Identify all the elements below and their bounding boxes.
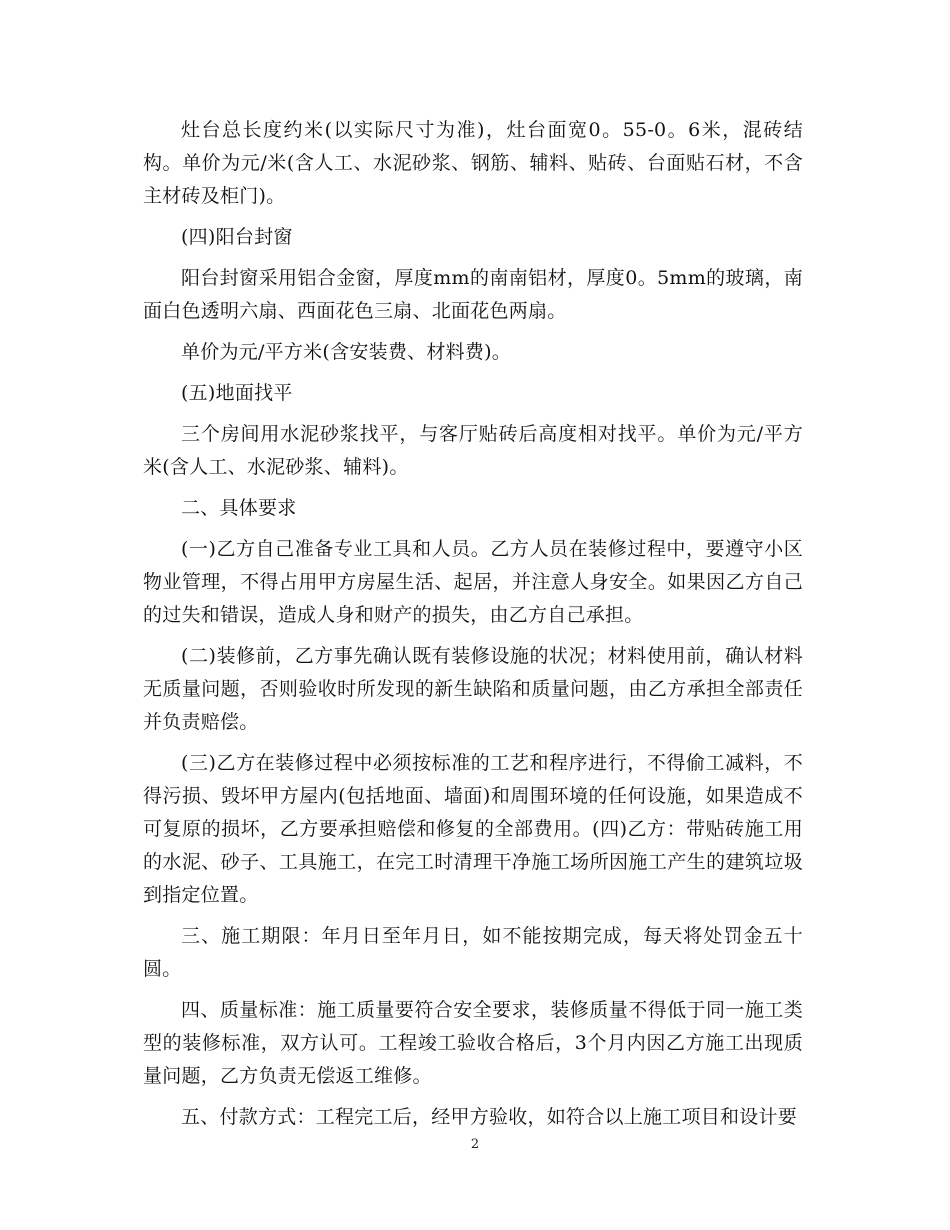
- paragraph-payment-method: 五、付款方式：工程完工后，经甲方验收，如符合以上施工项目和设计要: [181, 1106, 798, 1128]
- paragraph-balcony-price: 单价为元/平方米(含安装费、材料费)。: [181, 341, 511, 363]
- paragraph-requirement-3: (三)乙方在装修过程中必须按标准的工艺和程序进行，不得偷工减料，不得污损、毁坏甲方屋内(包括地面、墙面)和周围环境的任何设施，如果造成不可复原的损坏，乙方要承担赔偿和修复的全部费用。(四)乙方：带贴砖施工用的水泥、砂子、工具施工，在完工时清理干净施工场所因施工产生的建筑垃圾到指定位置。: [143, 752, 803, 906]
- document-body: [143, 114, 803, 1142]
- paragraph-construction-period: 三、施工期限：年月日至年月日，如不能按期完成，每天将处罚金五十圆。: [143, 925, 803, 980]
- paragraph-requirement-1: (一)乙方自己准备专业工具和人员。乙方人员在装修过程中，要遵守小区物业管理，不得占用甲方房屋生活、起居，并注意人身安全。如果因乙方自己的过失和错误，造成人身和财产的损失，由乙方自己承担。: [143, 538, 803, 626]
- paragraph-requirement-2: (二)装修前，乙方事先确认既有装修设施的状况；材料使用前，确认材料无质量问题，否则验收时所发现的新生缺陷和质量问题，由乙方承担全部责任并负责赔偿。: [143, 645, 803, 733]
- page-number: 2: [470, 1137, 480, 1152]
- paragraph-balcony-window: 阳台封窗采用铝合金窗，厚度mm的南南铝材，厚度0。5mm的玻璃，南面白色透明六扇、西面花色三扇、北面花色两扇。: [143, 267, 803, 322]
- paragraph-quality-standard: 四、质量标准：施工质量要符合安全要求，装修质量不得低于同一施工类型的装修标准，双方认可。工程竣工验收合格后，3个月内因乙方施工出现质量问题，乙方负责无偿返工维修。: [143, 999, 803, 1087]
- heading-floor-leveling: (五)地面找平: [181, 382, 293, 404]
- heading-specific-requirements: 二、具体要求: [181, 497, 297, 519]
- paragraph-floor-leveling: 三个房间用水泥砂浆找平，与客厅贴砖后高度相对找平。单价为元/平方米(含人工、水泥砂浆、辅料)。: [143, 423, 803, 478]
- paragraph-stove-spec: 灶台总长度约米(以实际尺寸为准)，灶台面宽0。55-0。6米，混砖结构。单价为元/米(含人工、水泥砂浆、钢筋、辅料、贴砖、台面贴石材，不含主材砖及柜门)。: [143, 119, 803, 207]
- heading-balcony-window: (四)阳台封窗: [181, 226, 293, 248]
